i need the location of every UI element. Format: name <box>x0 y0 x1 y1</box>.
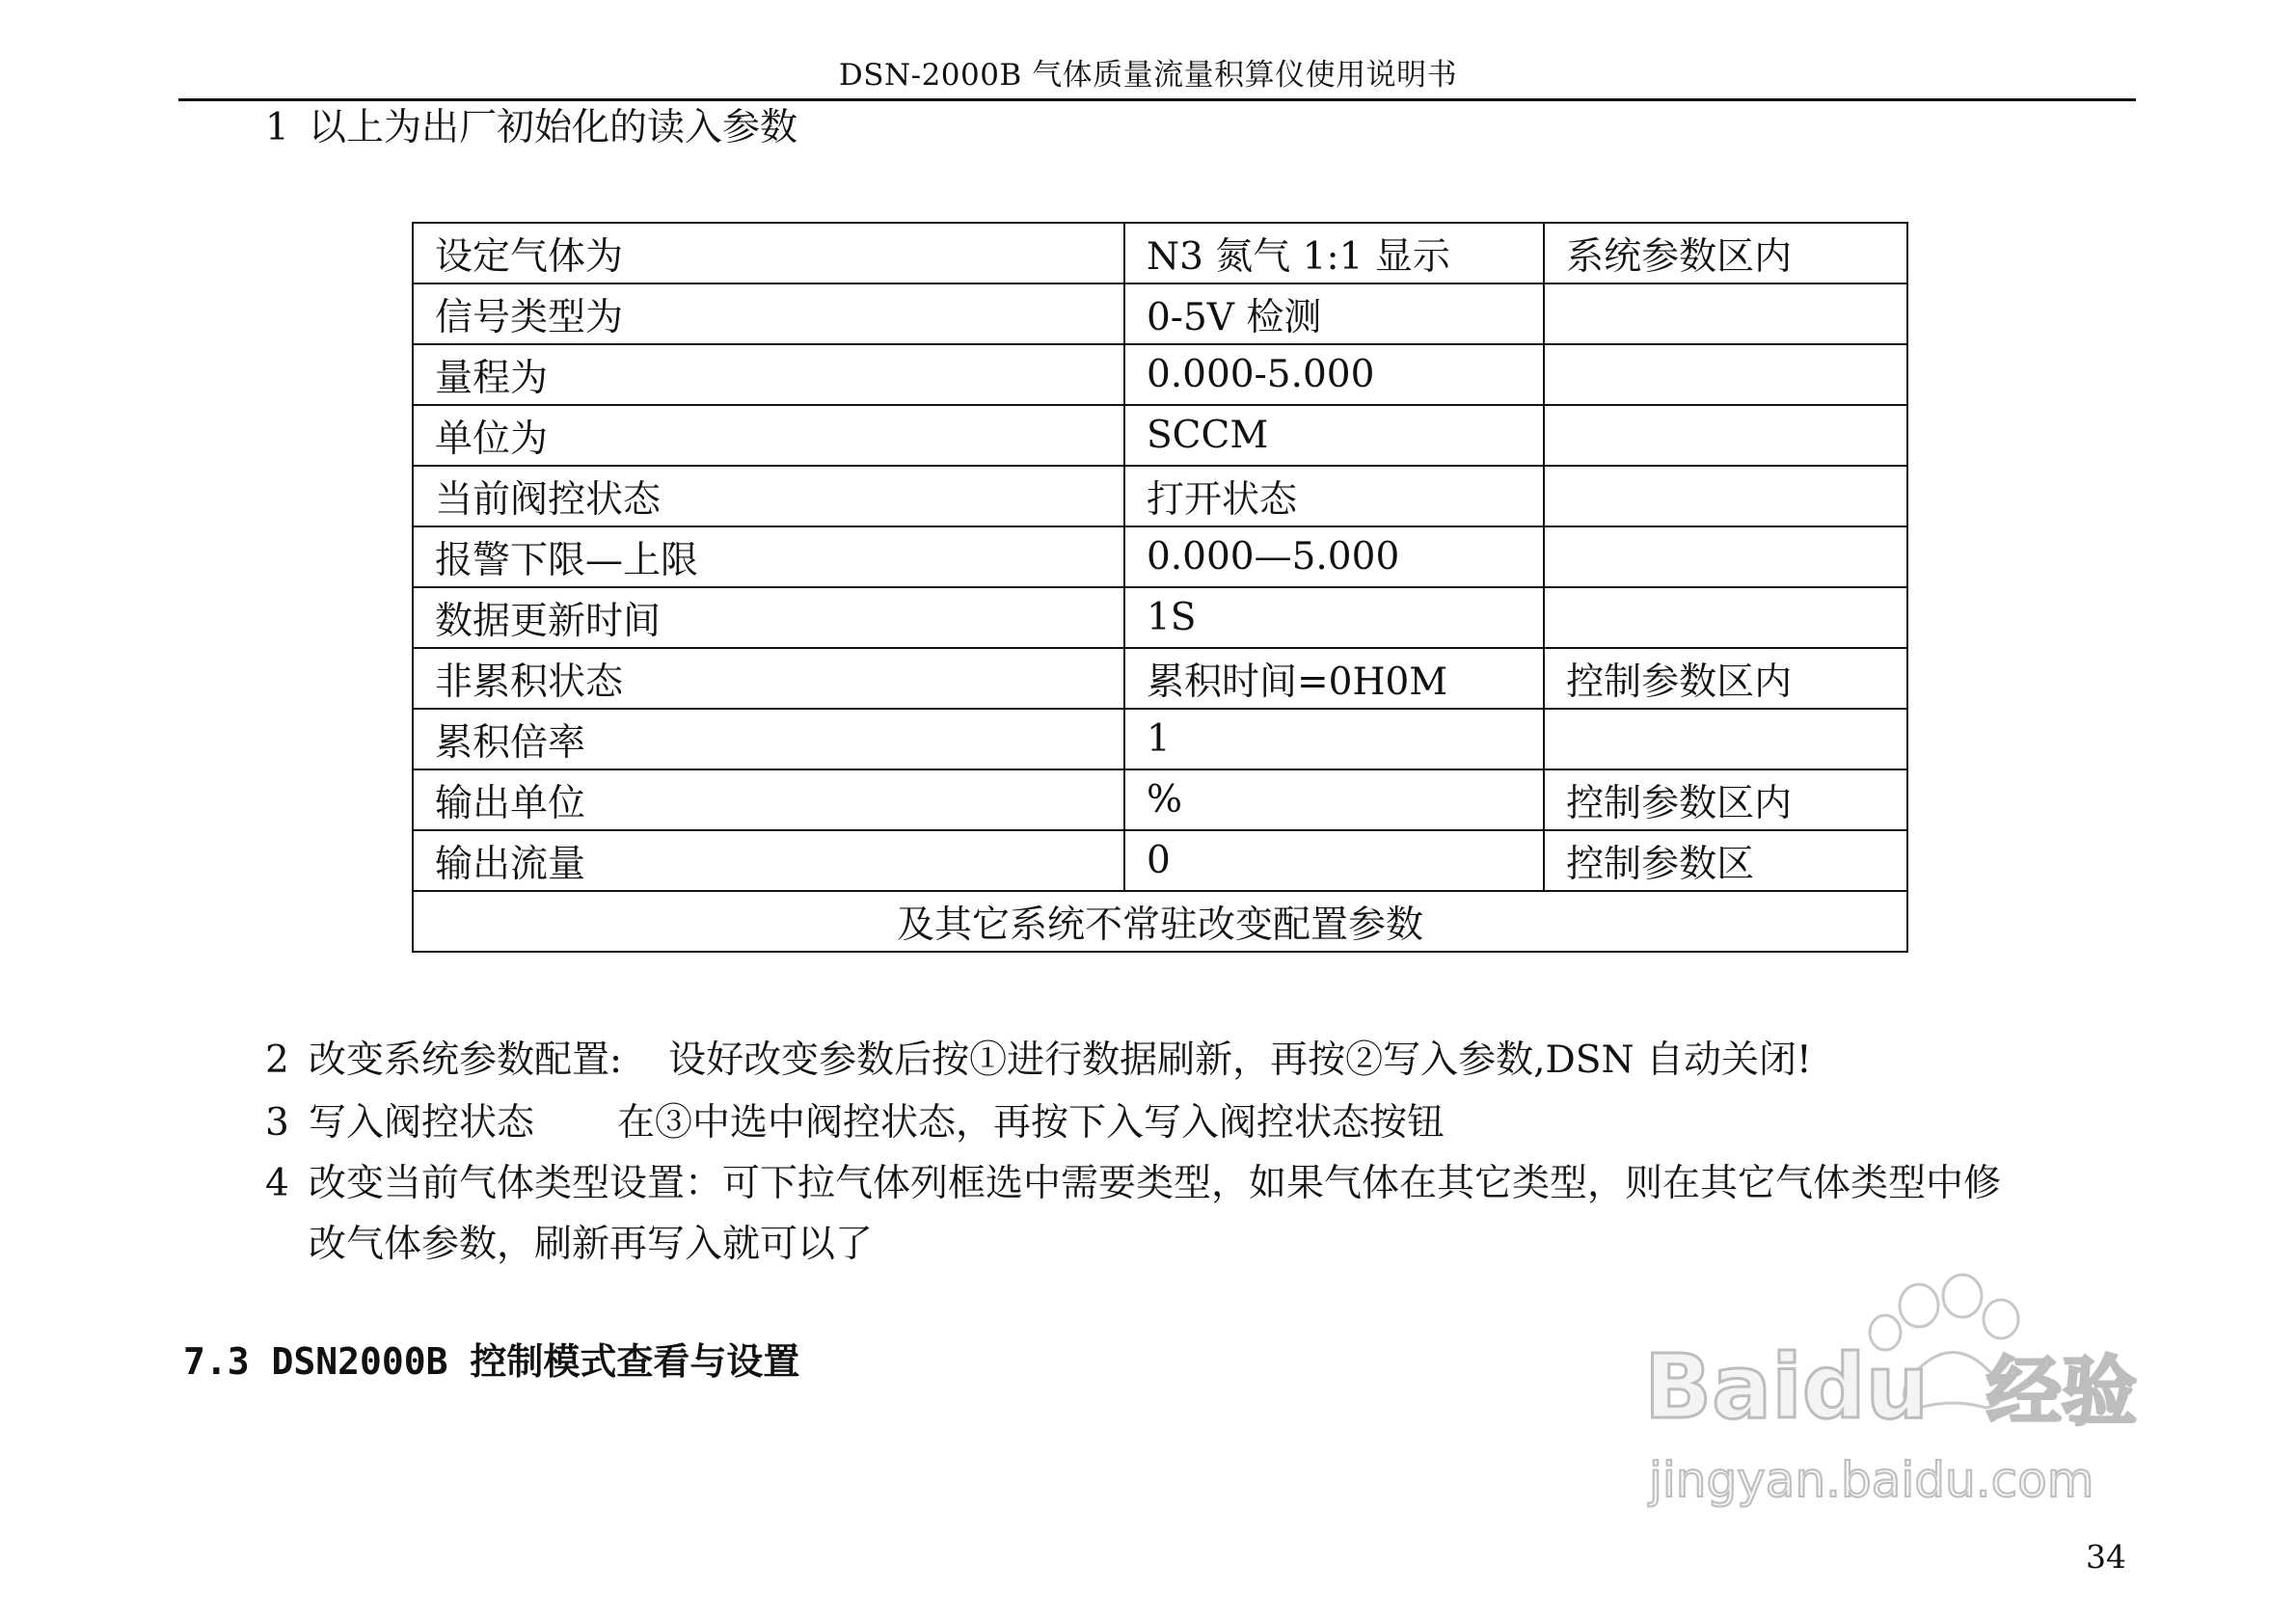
value-cell: 0.000-5.000 <box>1124 344 1544 405</box>
note-text: 以上为出厂初始化的读入参数 <box>309 106 798 149</box>
value-cell: 0.000—5.000 <box>1124 526 1544 587</box>
note-1 <box>265 106 797 151</box>
area-cell: 控制参数区内 <box>1544 769 1907 830</box>
value-cell: 1 <box>1124 709 1544 769</box>
note-4 <box>265 1162 2001 1207</box>
note-label: 改变系统参数配置: <box>309 1038 623 1082</box>
note-number: 4 <box>265 1162 289 1205</box>
table-row <box>413 344 1907 405</box>
watermark-brand: Baidu <box>1644 1335 1930 1439</box>
note-2 <box>265 1038 1812 1084</box>
document-header-title: DSN-2000B 气体质量流量积算仪使用说明书 <box>838 58 1458 93</box>
param-cell: 数据更新时间 <box>413 587 1124 648</box>
area-cell: 系统参数区内 <box>1544 223 1907 283</box>
value-cell: N3 氮气 1:1 显示 <box>1124 223 1544 283</box>
value-cell: % <box>1124 769 1544 830</box>
value-cell: 0 <box>1124 830 1544 891</box>
param-cell: 设定气体为 <box>413 223 1124 283</box>
param-cell: 单位为 <box>413 405 1124 466</box>
table-row <box>413 466 1907 526</box>
param-cell: 报警下限—上限 <box>413 526 1124 587</box>
value-cell: SCCM <box>1124 405 1544 466</box>
note-number: 2 <box>265 1038 289 1082</box>
header-rule <box>178 98 2136 101</box>
value-cell: 0-5V 检测 <box>1124 283 1544 344</box>
value-cell: 累积时间=0H0M <box>1124 648 1544 709</box>
watermark-cn: 经验 <box>1986 1349 2138 1436</box>
param-cell: 输出单位 <box>413 769 1124 830</box>
value-cell: 1S <box>1124 587 1544 648</box>
value-cell: 打开状态 <box>1124 466 1544 526</box>
area-cell: 控制参数区 <box>1544 830 1907 891</box>
area-cell <box>1544 283 1907 344</box>
table-row <box>413 223 1907 283</box>
note-label: 写入阀控状态 <box>309 1101 535 1145</box>
param-cell: 非累积状态 <box>413 648 1124 709</box>
area-cell <box>1544 526 1907 587</box>
note-4-continuation: 改气体参数，刷新再写入就可以了 <box>309 1223 874 1266</box>
area-cell: 控制参数区内 <box>1544 648 1907 709</box>
param-cell: 信号类型为 <box>413 283 1124 344</box>
note-text: 设好改变参数后按①进行数据刷新，再按②写入参数,DSN 自动关闭! <box>668 1038 1812 1082</box>
param-cell: 累积倍率 <box>413 709 1124 769</box>
table-row <box>413 587 1907 648</box>
area-cell <box>1544 344 1907 405</box>
table-row <box>413 283 1907 344</box>
note-number: 3 <box>265 1101 289 1145</box>
section-heading: 7.3 DSN2000B 控制模式查看与设置 <box>183 1340 800 1383</box>
area-cell <box>1544 709 1907 769</box>
note-3 <box>265 1101 1445 1146</box>
note-text-line1: 改变当前气体类型设置：可下拉气体列框选中需要类型，如果气体在其它类型，则在其它气体类型中修 <box>309 1162 2002 1205</box>
area-cell <box>1544 405 1907 466</box>
table-row <box>413 526 1907 587</box>
area-cell <box>1544 587 1907 648</box>
table-row <box>413 769 1907 830</box>
area-cell <box>1544 466 1907 526</box>
note-number: 1 <box>265 106 289 149</box>
param-cell: 输出流量 <box>413 830 1124 891</box>
table-row <box>413 830 1907 891</box>
baidu-jingyan-watermark <box>1630 1273 2170 1524</box>
table-footer-row <box>413 891 1907 952</box>
page-number: 34 <box>2086 1538 2126 1576</box>
note-text: 在③中选中阀控状态，再按下入写入阀控状态按钮 <box>617 1101 1445 1145</box>
table-row <box>413 648 1907 709</box>
watermark-url: jingyan.baidu.com <box>1649 1452 2094 1508</box>
table-row <box>413 709 1907 769</box>
param-cell: 量程为 <box>413 344 1124 405</box>
table-row <box>413 405 1907 466</box>
param-cell: 当前阀控状态 <box>413 466 1124 526</box>
table-footer-cell: 及其它系统不常驻改变配置参数 <box>413 891 1907 952</box>
parameter-table <box>412 222 1908 953</box>
